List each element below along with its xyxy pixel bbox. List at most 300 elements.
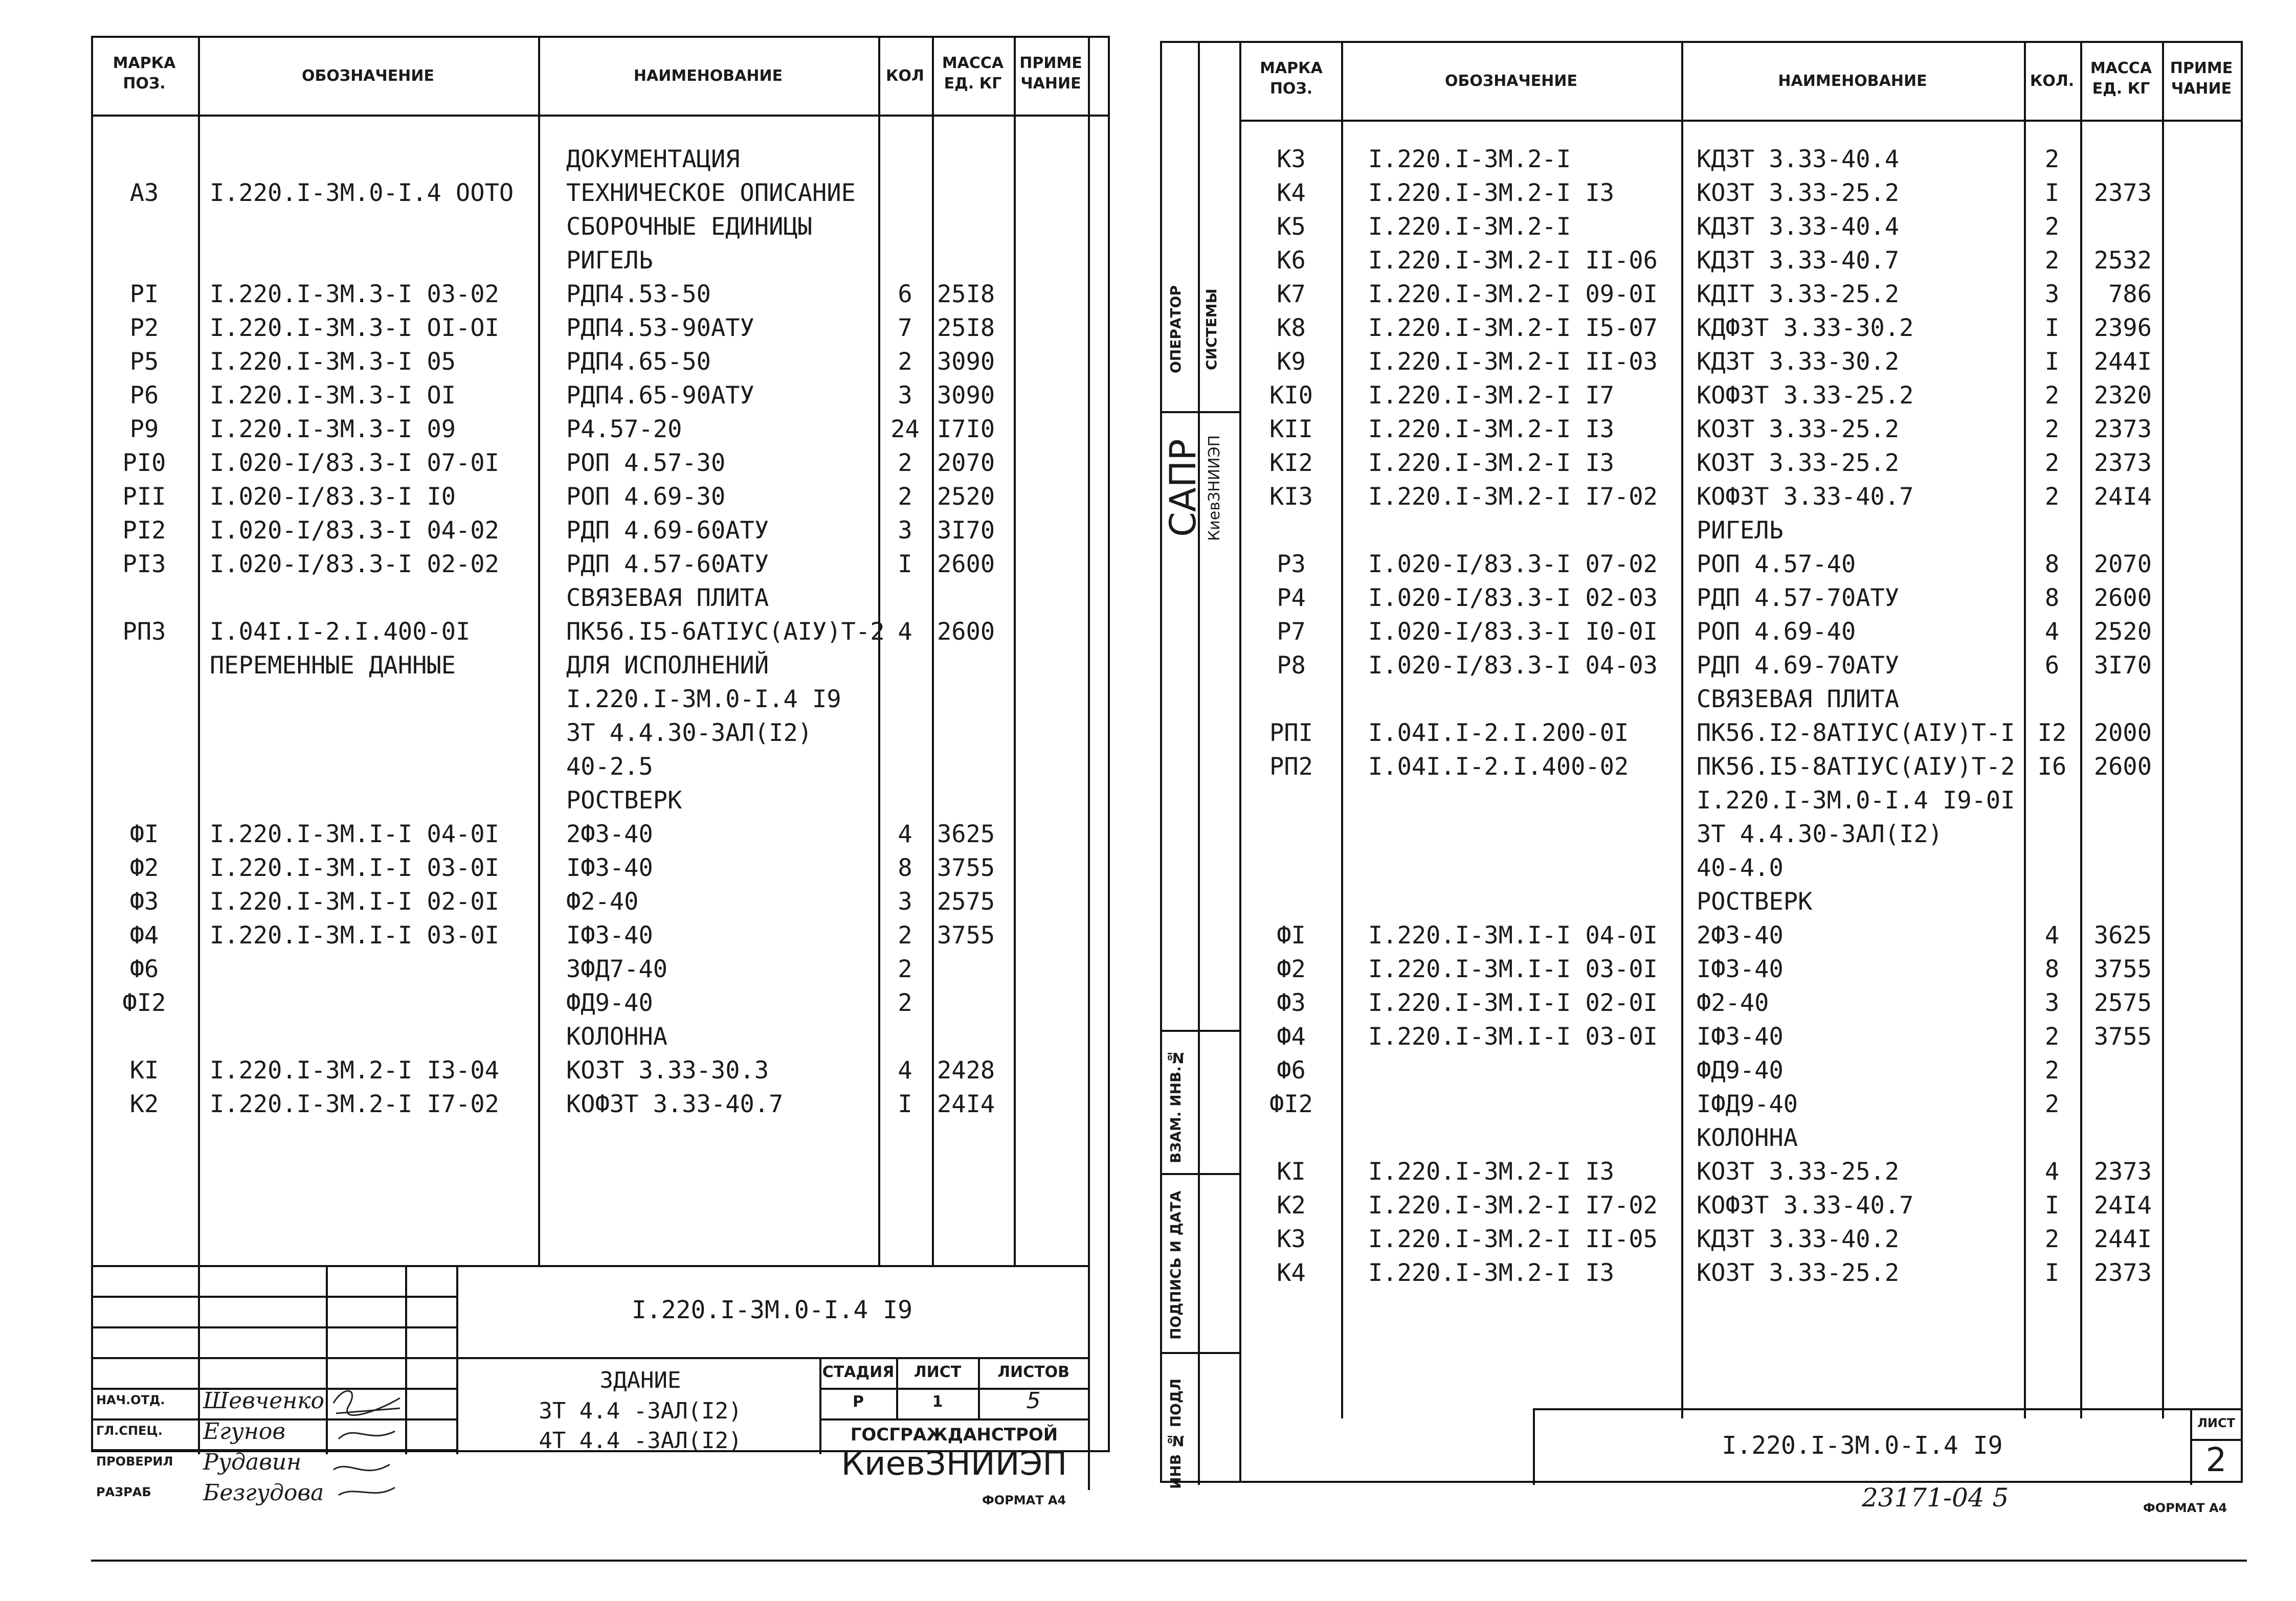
naimenovanie-cell: КДЗТ 3.33-40.2 xyxy=(1697,1225,1900,1253)
table-row xyxy=(93,176,1088,210)
kol-cell: 8 xyxy=(898,854,912,882)
naimenovanie-cell: КДЗТ 3.33-40.4 xyxy=(1697,145,1900,173)
format-label-left: ФОРМАТ А4 xyxy=(982,1493,1066,1507)
marka-cell: К5 xyxy=(1277,213,1306,241)
naimenovanie-cell: ФД9-40 xyxy=(566,989,653,1017)
naimenovanie-cell: КДЗТ 3.33-40.7 xyxy=(1697,246,1900,275)
marka-cell: РП3 xyxy=(122,618,166,646)
massa-cell: 2600 xyxy=(2093,584,2152,612)
name-shevchenko: Шевченко xyxy=(203,1388,325,1414)
header-kol: КОЛ xyxy=(886,67,924,85)
oboznachenie-cell: I.020-I/83.3-I 02-03 xyxy=(1368,584,1658,612)
naimenovanie-cell: I.220.I-3M.0-I.4 I9-0I xyxy=(1697,786,2015,815)
massa-cell: 3625 xyxy=(937,820,995,848)
table-row xyxy=(93,1020,1088,1054)
marka-cell: Р8 xyxy=(1277,651,1306,680)
kol-cell: 4 xyxy=(2044,921,2060,950)
kol-cell: 2 xyxy=(2044,415,2060,443)
oboznachenie-cell: I.04I.I-2.I.200-0I xyxy=(1368,719,1629,747)
table-row xyxy=(1241,1189,2241,1223)
kol-cell: 3 xyxy=(898,516,912,545)
naimenovanie-cell: IФ3-40 xyxy=(1697,1023,1784,1051)
marka-cell: К6 xyxy=(1277,246,1306,275)
table-row xyxy=(93,480,1088,514)
sheets-value: 5 xyxy=(1026,1388,1041,1414)
massa-cell: 3I70 xyxy=(937,516,995,545)
naimenovanie-cell: 40-2.5 xyxy=(566,753,653,781)
marka-cell: КI2 xyxy=(1269,449,1313,477)
marka-cell: P6 xyxy=(129,381,159,410)
oboznachenie-cell: I.220.I-3M.I-I 02-0I xyxy=(1368,989,1658,1017)
table-row xyxy=(93,851,1088,885)
table-row xyxy=(1241,784,2241,818)
label-kiev: КиевЗНИИЭП xyxy=(1206,435,1223,541)
kol-cell: 2 xyxy=(898,348,912,376)
oboznachenie-cell: I.220.I-3M.2-I I7 xyxy=(1368,381,1615,410)
right-side-strip xyxy=(1160,41,1239,1490)
kol-cell: I xyxy=(898,550,912,578)
building-line-1: 3Т 4.4 -3АЛ(I2) xyxy=(539,1398,742,1424)
role-gl-spec: ГЛ.СПЕЦ. xyxy=(96,1424,163,1438)
marka-cell: К9 xyxy=(1277,348,1306,376)
kol-cell: 2 xyxy=(898,921,912,950)
header-naimenovanie: НАИМЕНОВАНИЕ xyxy=(633,67,783,85)
role-nach-otd: НАЧ.ОТД. xyxy=(96,1393,165,1407)
massa-cell: 2070 xyxy=(937,449,995,477)
marka-cell: РПI xyxy=(1269,719,1313,747)
massa-cell: 3090 xyxy=(937,348,995,376)
header-oboznachenie: ОБОЗНАЧЕНИЕ xyxy=(302,67,434,85)
marka-cell: PI xyxy=(129,280,159,308)
naimenovanie-cell: РДП4.53-50 xyxy=(566,280,711,308)
massa-cell: 24I4 xyxy=(937,1090,995,1118)
naimenovanie-cell: КОЗТ 3.33-30.3 xyxy=(566,1056,769,1085)
kol-cell: I xyxy=(2044,348,2060,376)
table-row xyxy=(1241,851,2241,885)
naimenovanie-cell: КОЛОННА xyxy=(1697,1124,1798,1152)
naimenovanie-cell: 40-4.0 xyxy=(1697,854,1784,882)
table-row xyxy=(93,683,1088,716)
marka-cell: Ф3 xyxy=(129,888,159,916)
oboznachenie-cell: I.220.I-3M.I-I 04-0I xyxy=(210,820,499,848)
oboznachenie-cell: I.020-I/83.3-I 02-02 xyxy=(210,550,499,578)
marka-cell: ФI2 xyxy=(122,989,166,1017)
naimenovanie-cell: 3Т 4.4.30-3АЛ(I2) xyxy=(566,719,813,747)
stage-value: Р xyxy=(853,1393,864,1411)
massa-cell: 2575 xyxy=(2093,989,2152,1017)
format-label-right: ФОРМАТ А4 xyxy=(2143,1501,2227,1515)
oboznachenie-cell: I.220.I-3M.I-I 03-0I xyxy=(210,921,499,950)
naimenovanie-cell: РДП 4.69-70АТУ xyxy=(1697,651,1900,680)
naimenovanie-cell: КОЗТ 3.33-25.2 xyxy=(1697,415,1900,443)
table-row xyxy=(1241,278,2241,311)
marka-cell: КI xyxy=(1277,1158,1306,1186)
oboznachenie-cell: ПЕРЕМЕННЫЕ ДАННЫЕ xyxy=(210,651,456,680)
oboznachenie-cell: I.220.I-3M.2-I 09-0I xyxy=(1368,280,1658,308)
naimenovanie-cell: КОФЗТ 3.33-40.7 xyxy=(566,1090,784,1118)
table-row xyxy=(1241,413,2241,446)
kol-cell: 2 xyxy=(2044,1225,2060,1253)
header-oboznachenie-right: ОБОЗНАЧЕНИЕ xyxy=(1445,72,1577,90)
kol-cell: I2 xyxy=(2037,719,2067,747)
massa-cell: 244I xyxy=(2093,1225,2152,1253)
marka-cell: P5 xyxy=(129,348,159,376)
naimenovanie-cell: РОСТВЕРК xyxy=(1697,888,1813,916)
oboznachenie-cell: I.220.I-3M.I-I 04-0I xyxy=(1368,921,1658,950)
naimenovanie-cell: ФД9-40 xyxy=(1697,1056,1784,1085)
table-row xyxy=(93,210,1088,244)
naimenovanie-cell: СБОРОЧНЫЕ ЕДИНИЦЫ xyxy=(566,213,813,241)
sheet-value: 1 xyxy=(932,1393,943,1411)
marka-cell: Ф4 xyxy=(1277,1023,1306,1051)
table-row xyxy=(93,413,1088,446)
table-row xyxy=(93,1088,1088,1121)
oboznachenie-cell: I.220.I-3M.2-I I3 xyxy=(1368,179,1615,207)
oboznachenie-cell: I.220.I-3M.2-I I7-02 xyxy=(1368,1191,1658,1220)
kol-cell: I xyxy=(898,1090,912,1118)
kol-cell: 4 xyxy=(2044,618,2060,646)
naimenovanie-cell: Р4.57-20 xyxy=(566,415,682,443)
table-row xyxy=(1241,919,2241,953)
kol-cell: 4 xyxy=(898,820,912,848)
marka-cell: PI2 xyxy=(122,516,166,545)
massa-cell: 2575 xyxy=(937,888,995,916)
header-prim: ПРИМЕ ЧАНИЕ xyxy=(1019,54,1082,93)
label-podpis: ПОДПИСЬ И ДАТА xyxy=(1167,1190,1184,1340)
table-row xyxy=(1241,615,2241,649)
stage-label: СТАДИЯ xyxy=(822,1363,895,1381)
massa-cell: 3090 xyxy=(937,381,995,410)
oboznachenie-cell: I.220.I-3M.2-I I7-02 xyxy=(210,1090,499,1118)
table-row xyxy=(93,379,1088,413)
name-bezgudova: Безгудова xyxy=(203,1480,324,1506)
table-row xyxy=(1241,244,2241,278)
naimenovanie-cell: IФД9-40 xyxy=(1697,1090,1798,1118)
marka-cell: Р4 xyxy=(1277,584,1306,612)
marka-cell: Р3 xyxy=(1277,550,1306,578)
oboznachenie-cell: I.020-I/83.3-I I0 xyxy=(210,483,456,511)
sheet-number-right: 2 xyxy=(2205,1441,2227,1479)
massa-cell: 3I70 xyxy=(2093,651,2152,680)
header-prim-right: ПРИМЕ ЧАНИЕ xyxy=(2170,59,2233,98)
sheets-label: ЛИСТОВ xyxy=(997,1363,1069,1381)
table-row xyxy=(93,244,1088,278)
massa-cell: 2520 xyxy=(2093,618,2152,646)
kol-cell: 2 xyxy=(2044,381,2060,410)
table-row xyxy=(93,919,1088,953)
doc-code: I.220.I-3M.0-I.4 I9 xyxy=(631,1296,913,1324)
table-row xyxy=(1241,683,2241,716)
naimenovanie-cell: СВЯЗЕВАЯ ПЛИТА xyxy=(1697,685,1900,713)
naimenovanie-cell: ДОКУМЕНТАЦИЯ xyxy=(566,145,740,173)
table-row xyxy=(93,953,1088,986)
naimenovanie-cell: РИГЕЛЬ xyxy=(566,246,653,275)
kol-cell: 6 xyxy=(2044,651,2060,680)
marka-cell: Ф4 xyxy=(129,921,159,950)
naimenovanie-cell: КОЗТ 3.33-25.2 xyxy=(1697,1259,1900,1287)
kol-cell: I xyxy=(2044,1259,2060,1287)
sheet-label-right: ЛИСТ xyxy=(2197,1416,2235,1430)
massa-cell: 25I8 xyxy=(937,314,995,342)
table-row xyxy=(1241,649,2241,683)
table-row xyxy=(1241,1054,2241,1088)
kol-cell: 2 xyxy=(2044,213,2060,241)
oboznachenie-cell: I.220.I-3M.I-I 03-0I xyxy=(210,854,499,882)
table-row xyxy=(93,885,1088,919)
header-kol-right: КОЛ. xyxy=(2030,72,2075,90)
massa-cell: 244I xyxy=(2093,348,2152,376)
naimenovanie-cell: РДП 4.57-70АТУ xyxy=(1697,584,1900,612)
table-row xyxy=(1241,1020,2241,1054)
naimenovanie-cell: РОП 4.69-40 xyxy=(1697,618,1856,646)
oboznachenie-cell: I.220.I-3M.3-I OI xyxy=(210,381,456,410)
naimenovanie-cell: 3ФД7-40 xyxy=(566,955,668,983)
table-row xyxy=(1241,446,2241,480)
kol-cell: I xyxy=(2044,179,2060,207)
massa-cell: 24I4 xyxy=(2093,483,2152,511)
marka-cell: К2 xyxy=(129,1090,159,1118)
table-row xyxy=(1241,1223,2241,1256)
oboznachenie-cell: I.220.I-3M.2-I I3 xyxy=(1368,1259,1615,1287)
doc-code-right: I.220.I-3M.0-I.4 I9 xyxy=(1722,1431,2003,1460)
naimenovanie-cell: КОЗТ 3.33-25.2 xyxy=(1697,179,1900,207)
marka-cell: ФI xyxy=(1277,921,1306,950)
building-title: ЗДАНИЕ xyxy=(599,1367,681,1393)
header-massa: МАССА ЕД. КГ xyxy=(942,54,1004,93)
marka-cell: А3 xyxy=(129,179,159,207)
table-row xyxy=(93,615,1088,649)
kol-cell: 8 xyxy=(2044,584,2060,612)
oboznachenie-cell: I.020-I/83.3-I 04-02 xyxy=(210,516,499,545)
oboznachenie-cell: I.04I.I-2.I.400-02 xyxy=(1368,753,1629,781)
sheet-label: ЛИСТ xyxy=(913,1363,962,1381)
oboznachenie-cell: I.220.I-3M.3-I 03-02 xyxy=(210,280,499,308)
massa-cell: 2070 xyxy=(2093,550,2152,578)
massa-cell: 2600 xyxy=(937,550,995,578)
massa-cell: 2373 xyxy=(2093,415,2152,443)
table-row xyxy=(1241,1155,2241,1189)
marka-cell: Ф6 xyxy=(1277,1056,1306,1085)
label-inv-podl: ИНВ № ПОДЛ xyxy=(1167,1378,1184,1490)
naimenovanie-cell: 2Ф3-40 xyxy=(1697,921,1784,950)
naimenovanie-cell: РОП 4.69-30 xyxy=(566,483,726,511)
massa-cell: 786 xyxy=(2108,280,2152,308)
oboznachenie-cell: I.220.I-3M.2-I I3 xyxy=(1368,1158,1615,1186)
massa-cell: 2373 xyxy=(2093,1158,2152,1186)
table-row xyxy=(1241,1121,2241,1155)
table-row xyxy=(1241,176,2241,210)
oboznachenie-cell: I.220.I-3M.3-I 09 xyxy=(210,415,456,443)
kol-cell: 2 xyxy=(2044,246,2060,275)
table-row xyxy=(1241,210,2241,244)
marka-cell: К7 xyxy=(1277,280,1306,308)
kol-cell: 3 xyxy=(898,381,912,410)
massa-cell: I7I0 xyxy=(937,415,995,443)
kol-cell: 2 xyxy=(898,483,912,511)
naimenovanie-cell: РОП 4.57-40 xyxy=(1697,550,1856,578)
oboznachenie-cell: I.220.I-3M.2-I II-05 xyxy=(1368,1225,1658,1253)
table-row xyxy=(93,278,1088,311)
marka-cell: К8 xyxy=(1277,314,1306,342)
oboznachenie-cell: I.220.I-3M.2-I I3-04 xyxy=(210,1056,499,1085)
kol-cell: 2 xyxy=(2044,145,2060,173)
kol-cell: 3 xyxy=(898,888,912,916)
marka-cell: К4 xyxy=(1277,179,1306,207)
table-row xyxy=(93,548,1088,581)
marka-cell: P2 xyxy=(129,314,159,342)
naimenovanie-cell: ТЕХНИЧЕСКОЕ ОПИСАНИЕ xyxy=(566,179,856,207)
naimenovanie-cell: КДЗТ 3.33-40.4 xyxy=(1697,213,1900,241)
naimenovanie-cell: 2Ф3-40 xyxy=(566,820,653,848)
massa-cell: 3755 xyxy=(937,854,995,882)
name-egunov: Егунов xyxy=(203,1418,285,1445)
table-row xyxy=(1241,716,2241,750)
massa-cell: 2373 xyxy=(2093,1259,2152,1287)
kol-cell: 8 xyxy=(2044,550,2060,578)
oboznachenie-cell: I.220.I-3M.2-I I3 xyxy=(1368,449,1615,477)
kol-cell: 2 xyxy=(898,449,912,477)
kol-cell: 2 xyxy=(2044,483,2060,511)
marka-cell: К3 xyxy=(1277,145,1306,173)
kol-cell: I xyxy=(2044,1191,2060,1220)
marka-cell: К3 xyxy=(1277,1225,1306,1253)
oboznachenie-cell: I.220.I-3M.I-I 02-0I xyxy=(210,888,499,916)
marka-cell: P9 xyxy=(129,415,159,443)
org-name-1: ГОСГРАЖДАНСТРОЙ xyxy=(850,1425,1058,1445)
naimenovanie-cell: КОФЗТ 3.33-25.2 xyxy=(1697,381,1914,410)
name-rudavin: Рудавин xyxy=(203,1449,302,1475)
marka-cell: Ф2 xyxy=(129,854,159,882)
role-razrab: РАЗРАБ xyxy=(96,1485,151,1499)
naimenovanie-cell: Ф2-40 xyxy=(566,888,639,916)
table-row xyxy=(1241,548,2241,581)
naimenovanie-cell: ПК56.I5-8АТIУС(АIУ)Т-2 xyxy=(1697,753,2015,781)
header-marka-right: МАРКА ПОЗ. xyxy=(1260,59,1323,98)
massa-cell: 25I8 xyxy=(937,280,995,308)
table-row xyxy=(93,784,1088,818)
inv-number: 23171-04 5 xyxy=(1862,1483,2009,1513)
oboznachenie-cell: I.220.I-3M.I-I 03-0I xyxy=(1368,1023,1658,1051)
table-row xyxy=(1241,581,2241,615)
massa-cell: 2396 xyxy=(2093,314,2152,342)
kol-cell: 2 xyxy=(2044,1023,2060,1051)
marka-cell: ФI xyxy=(129,820,159,848)
oboznachenie-cell: I.020-I/83.3-I 07-0I xyxy=(210,449,499,477)
naimenovanie-cell: КДЗТ 3.33-30.2 xyxy=(1697,348,1900,376)
massa-cell: 3755 xyxy=(937,921,995,950)
kol-cell: 4 xyxy=(898,618,912,646)
naimenovanie-cell: КОЛОННА xyxy=(566,1023,668,1051)
kol-cell: 6 xyxy=(898,280,912,308)
kol-cell: 2 xyxy=(898,989,912,1017)
table-row xyxy=(1241,953,2241,986)
massa-cell: 2428 xyxy=(937,1056,995,1085)
right-spec-table xyxy=(1241,143,2241,1421)
naimenovanie-cell: РДП4.53-90АТУ xyxy=(566,314,754,342)
naimenovanie-cell: КДФЗТ 3.33-30.2 xyxy=(1697,314,1914,342)
naimenovanie-cell: IФ3-40 xyxy=(566,854,653,882)
oboznachenie-cell: I.220.I-3M.I-I 03-0I xyxy=(1368,955,1658,983)
table-row xyxy=(1241,986,2241,1020)
kol-cell: I6 xyxy=(2037,753,2067,781)
table-row xyxy=(93,750,1088,784)
kol-cell: 3 xyxy=(2044,989,2060,1017)
building-line-2: 4Т 4.4 -3АЛ(I2) xyxy=(539,1428,742,1454)
naimenovanie-cell: IФ3-40 xyxy=(1697,955,1784,983)
marka-cell: PI3 xyxy=(122,550,166,578)
naimenovanie-cell: РИГЕЛЬ xyxy=(1697,516,1784,545)
massa-cell: 2320 xyxy=(2093,381,2152,410)
left-spec-table xyxy=(93,143,1088,1268)
table-row xyxy=(93,581,1088,615)
massa-cell: 2532 xyxy=(2093,246,2152,275)
marka-cell: Р7 xyxy=(1277,618,1306,646)
role-proveril: ПРОВЕРИЛ xyxy=(96,1454,173,1469)
kol-cell: 7 xyxy=(898,314,912,342)
massa-cell: 3755 xyxy=(2093,1023,2152,1051)
table-row xyxy=(93,818,1088,851)
oboznachenie-cell: I.220.I-3M.2-I I7-02 xyxy=(1368,483,1658,511)
marka-cell: ФI2 xyxy=(1269,1090,1313,1118)
table-row xyxy=(93,986,1088,1020)
marka-cell: К2 xyxy=(1277,1191,1306,1220)
table-row xyxy=(1241,885,2241,919)
label-system: СИСТЕМЫ xyxy=(1203,288,1220,370)
table-row xyxy=(1241,379,2241,413)
kol-cell: 8 xyxy=(2044,955,2060,983)
table-row xyxy=(93,345,1088,379)
oboznachenie-cell: I.220.I-3M.0-I.4 OOTO xyxy=(210,179,514,207)
oboznachenie-cell: I.220.I-3M.2-I II-06 xyxy=(1368,246,1658,275)
header-naimenovanie-right: НАИМЕНОВАНИЕ xyxy=(1778,72,1927,90)
table-row xyxy=(1241,311,2241,345)
table-row xyxy=(1241,514,2241,548)
naimenovanie-cell: РДП 4.69-60АТУ xyxy=(566,516,769,545)
table-row xyxy=(1241,345,2241,379)
massa-cell: 3625 xyxy=(2093,921,2152,950)
marka-cell: Ф2 xyxy=(1277,955,1306,983)
table-row xyxy=(93,1054,1088,1088)
naimenovanie-cell: РДП4.65-90АТУ xyxy=(566,381,754,410)
massa-cell: 2520 xyxy=(937,483,995,511)
naimenovanie-cell: КОФЗТ 3.33-40.7 xyxy=(1697,1191,1914,1220)
marka-cell: РП2 xyxy=(1269,753,1313,781)
naimenovanie-cell: РДП 4.57-60АТУ xyxy=(566,550,769,578)
massa-cell: 3755 xyxy=(2093,955,2152,983)
marka-cell: КI xyxy=(129,1056,159,1085)
kol-cell: 2 xyxy=(2044,1090,2060,1118)
label-sapr: САПР xyxy=(1162,439,1204,537)
table-row xyxy=(1241,480,2241,514)
oboznachenie-cell: I.220.I-3M.2-I xyxy=(1368,213,1571,241)
naimenovanie-cell: КОЗТ 3.33-25.2 xyxy=(1697,1158,1900,1186)
oboznachenie-cell: I.020-I/83.3-I 04-03 xyxy=(1368,651,1658,680)
marka-cell: Ф3 xyxy=(1277,989,1306,1017)
oboznachenie-cell: I.220.I-3M.2-I I5-07 xyxy=(1368,314,1658,342)
marka-cell: PII xyxy=(122,483,166,511)
oboznachenie-cell: I.020-I/83.3-I 07-02 xyxy=(1368,550,1658,578)
kol-cell: 4 xyxy=(898,1056,912,1085)
massa-cell: 2600 xyxy=(2093,753,2152,781)
signatures xyxy=(328,1383,405,1505)
page-bottom-rule xyxy=(91,1560,2247,1562)
marka-cell: Ф6 xyxy=(129,955,159,983)
naimenovanie-cell: КОФЗТ 3.33-40.7 xyxy=(1697,483,1914,511)
naimenovanie-cell: ПК56.I5-6АТIУС(АIУ)Т-2 xyxy=(566,618,885,646)
massa-cell: 2000 xyxy=(2093,719,2152,747)
table-row xyxy=(93,649,1088,683)
marka-cell: PI0 xyxy=(122,449,166,477)
